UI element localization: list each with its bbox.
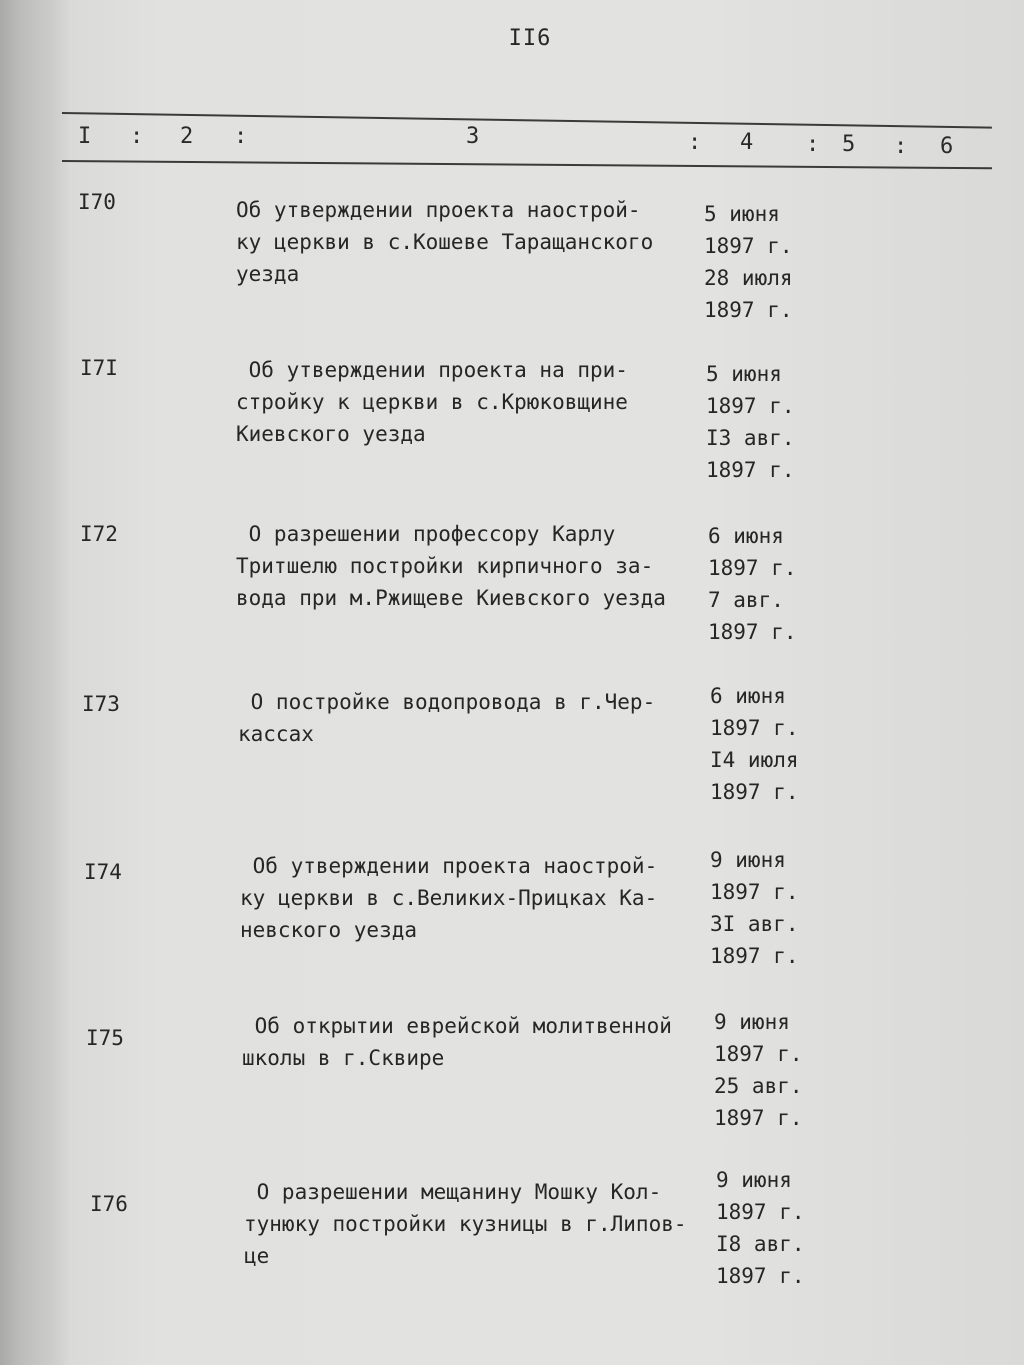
record-description: О разрешении мещанину Мошку Кол- тунюку постройки кузницы в г.Липов- це xyxy=(244,1180,687,1268)
record-number: I72 xyxy=(80,522,118,546)
record-number: I73 xyxy=(82,692,120,716)
record-number: I74 xyxy=(84,860,122,884)
binding-shadow xyxy=(0,0,70,1365)
record-number: I7I xyxy=(80,356,118,380)
record-dates: 5 июня 1897 г. 28 июля 1897 г. xyxy=(704,202,793,322)
table-header-rule xyxy=(62,160,992,169)
column-separator: : xyxy=(894,134,908,159)
record-description: Об утверждении проекта наострой- ку церкви в с.Кошеве Таращанского уезда xyxy=(236,198,654,286)
record-description: Об открытии еврейской молитвенной школы в г.Сквире xyxy=(242,1014,672,1070)
column-header-1: I xyxy=(78,124,92,149)
record-number: I70 xyxy=(78,190,116,214)
record-description: Об утверждении проекта на при- стройку к церкви в с.Крюковщине Киевского уезда xyxy=(236,358,628,446)
column-separator: : xyxy=(130,124,144,149)
column-separator: : xyxy=(234,124,248,149)
record-number: I75 xyxy=(86,1026,124,1050)
column-header-3: 3 xyxy=(466,124,480,149)
record-description: О постройке водопровода в г.Чер- кассах xyxy=(238,690,656,746)
record-number: I76 xyxy=(90,1192,128,1216)
column-header-2: 2 xyxy=(180,124,194,149)
record-dates: 6 июня 1897 г. 7 авг. 1897 г. xyxy=(708,524,797,644)
column-header-5: 5 xyxy=(842,132,856,157)
record-description: О разрешении профессору Карлу Тритшелю постройки кирпичного за- вода при м.Ржищеве Киевского уезда xyxy=(236,522,666,610)
column-header-4: 4 xyxy=(740,130,754,155)
record-dates: 9 июня 1897 г. 25 авг. 1897 г. xyxy=(714,1010,803,1130)
record-description: Об утверждении проекта наострой- ку церкви в с.Великих-Прицках Ка- невского уезда xyxy=(240,854,658,942)
record-dates: 9 июня 1897 г. I8 авг. 1897 г. xyxy=(716,1168,805,1288)
record-dates: 6 июня 1897 г. I4 июля 1897 г. xyxy=(710,684,799,804)
record-dates: 9 июня 1897 г. 3I авг. 1897 г. xyxy=(710,848,799,968)
record-dates: 5 июня 1897 г. I3 авг. 1897 г. xyxy=(706,362,795,482)
column-separator: : xyxy=(688,130,702,155)
page-number: II6 xyxy=(508,26,552,51)
column-separator: : xyxy=(806,132,820,157)
column-header-6: 6 xyxy=(940,134,954,159)
table-top-rule xyxy=(62,112,992,129)
